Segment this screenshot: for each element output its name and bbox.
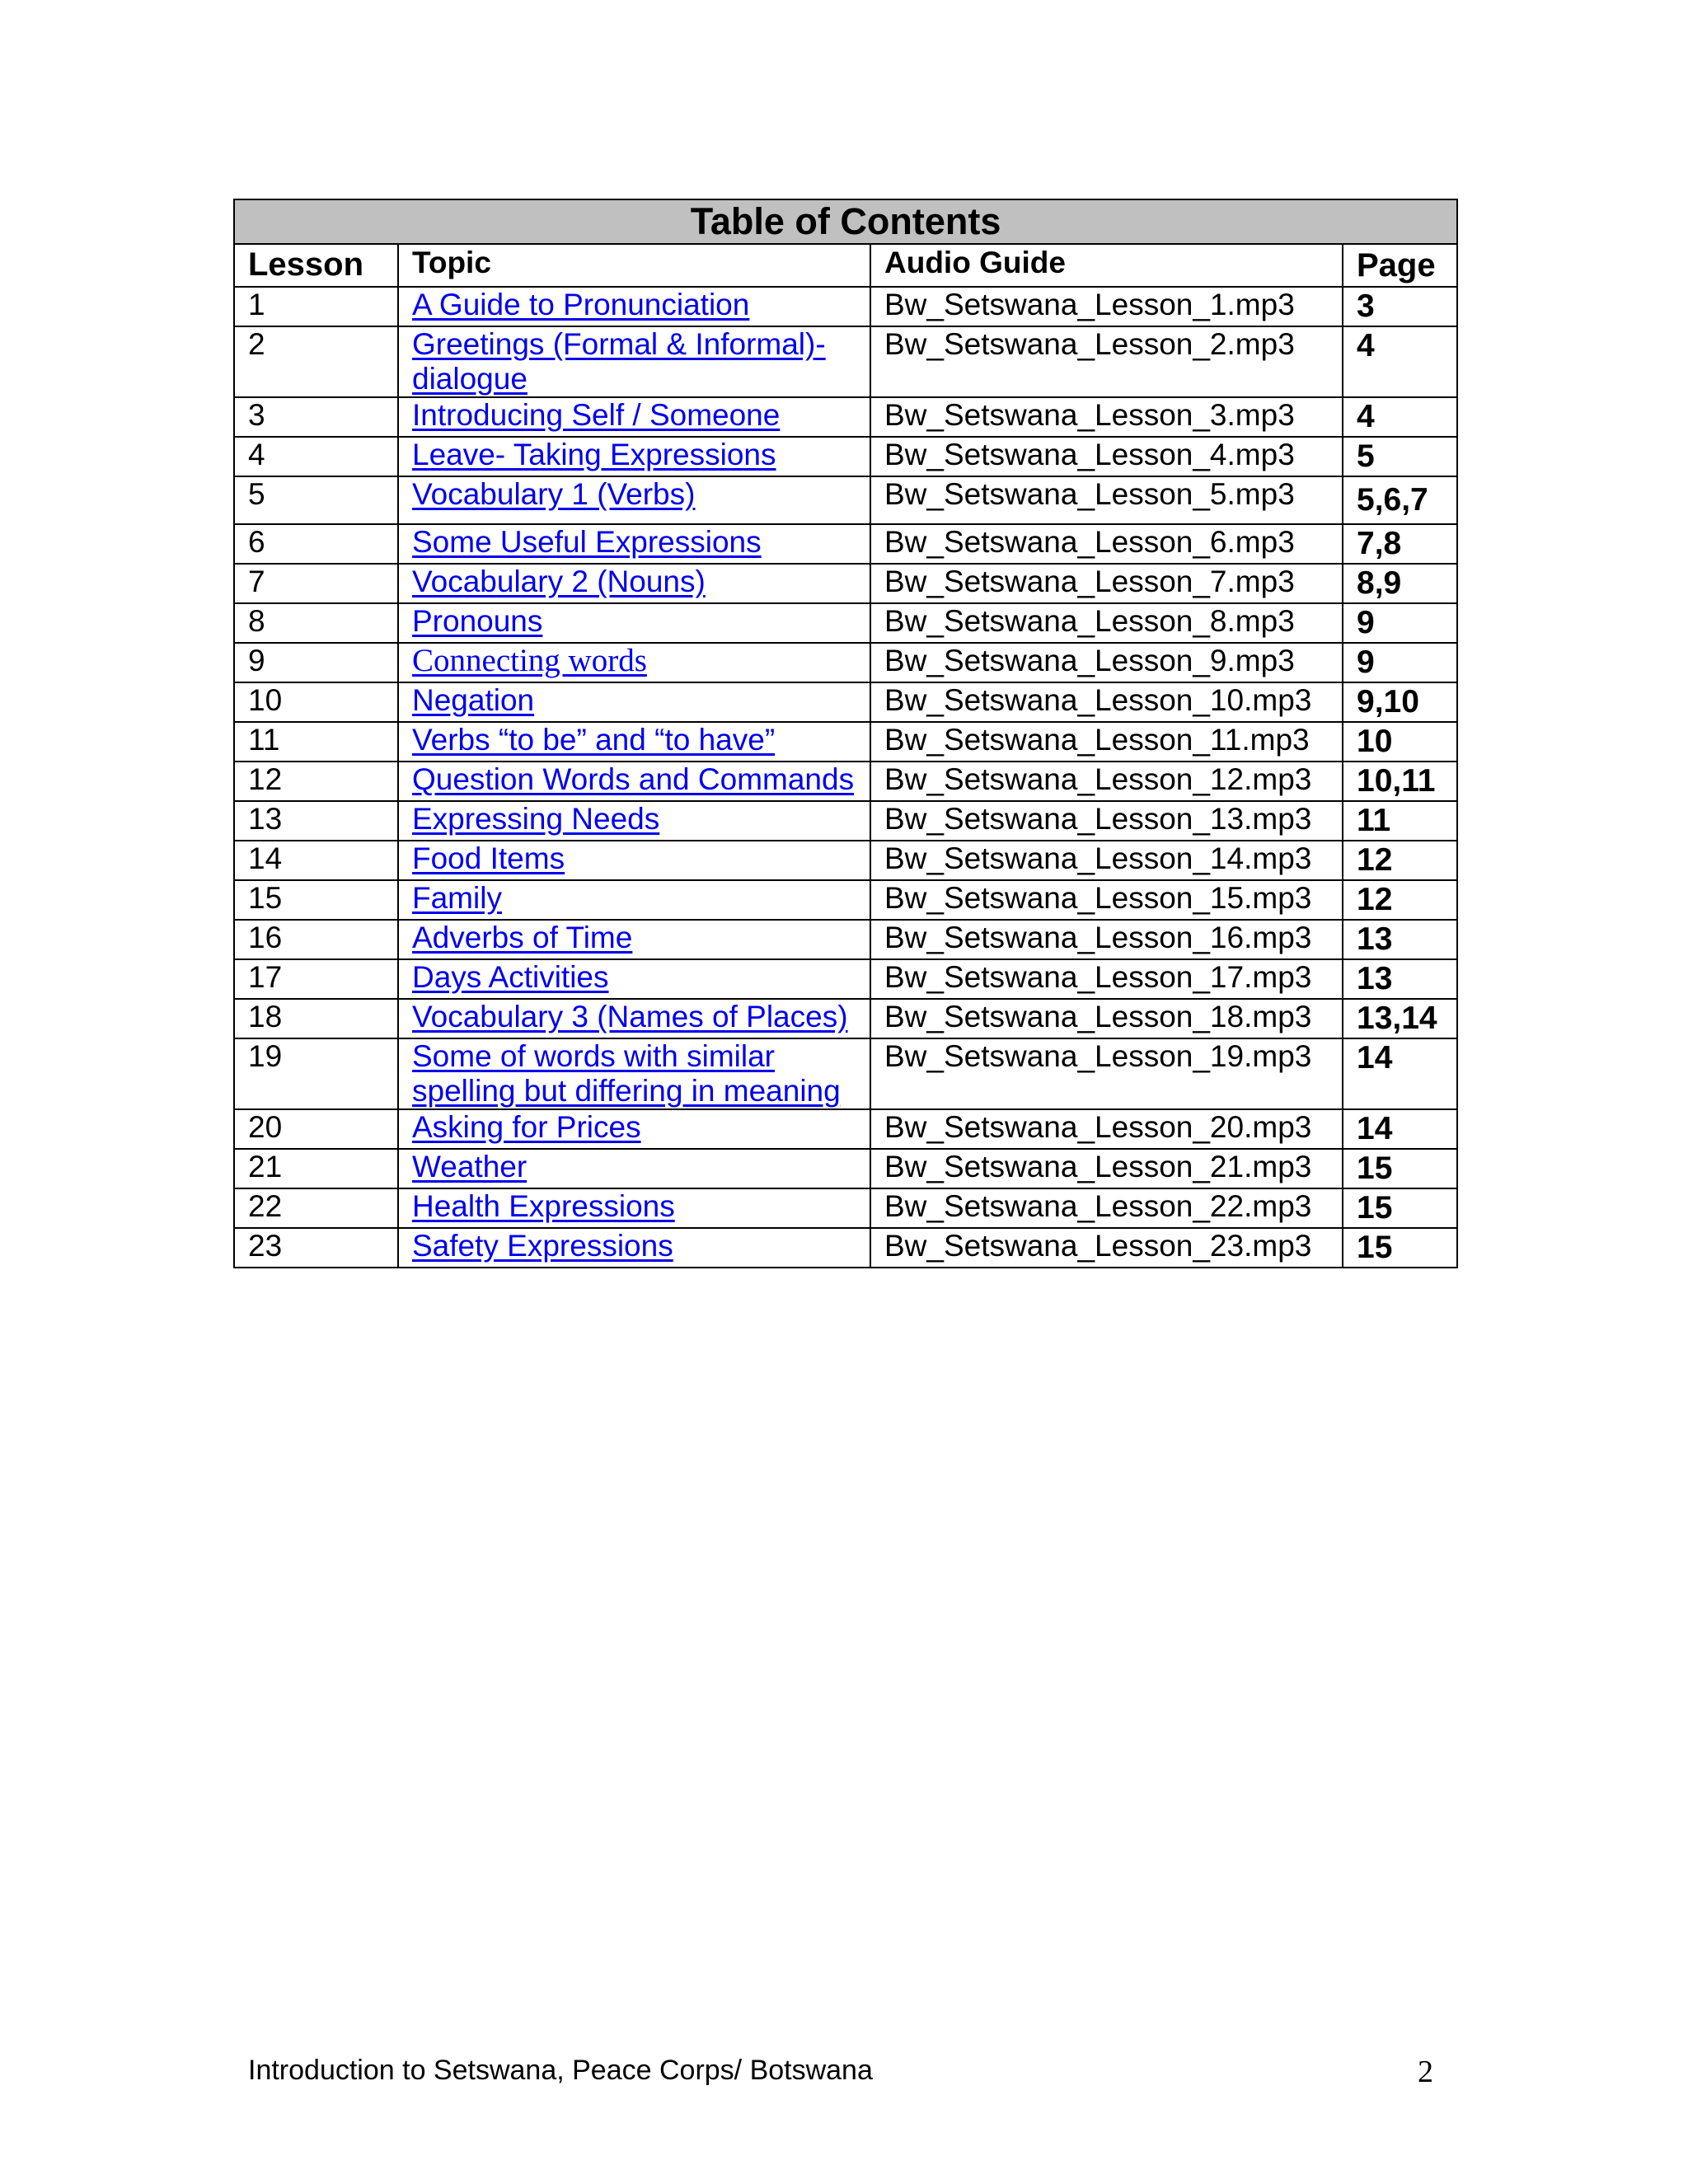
topic-link[interactable]: Introducing Self / Someone [412,398,781,432]
page-ref: 4 [1343,326,1457,397]
topic-link[interactable]: Pronouns [412,604,543,638]
topic-link[interactable]: Family [412,881,502,915]
audio-file: Bw_Setswana_Lesson_6.mp3 [870,524,1343,564]
audio-file: Bw_Setswana_Lesson_14.mp3 [870,841,1343,880]
audio-file: Bw_Setswana_Lesson_16.mp3 [870,920,1343,959]
topic-link[interactable]: Adverbs of Time [412,921,633,954]
table-row [234,920,1457,959]
table-row [234,762,1457,801]
audio-file: Bw_Setswana_Lesson_7.mp3 [870,564,1343,603]
topic-cell [398,397,870,437]
topic-link[interactable]: Weather [412,1150,528,1183]
topic-cell [398,682,870,722]
table-row [234,1228,1457,1268]
topic-cell [398,841,870,880]
page-ref: 3 [1343,287,1457,326]
topic-cell [398,920,870,959]
audio-file: Bw_Setswana_Lesson_1.mp3 [870,287,1343,326]
lesson-number: 7 [234,564,398,603]
topic-link[interactable]: Some of words with similar spelling but differing in meaning [412,1039,841,1108]
page-number: 2 [1418,2055,1433,2089]
table-row [234,959,1457,999]
audio-file: Bw_Setswana_Lesson_12.mp3 [870,762,1343,801]
lesson-number: 19 [234,1038,398,1109]
page-ref: 12 [1343,880,1457,920]
table-row [234,603,1457,643]
table-row [234,801,1457,841]
lesson-number: 17 [234,959,398,999]
page-ref: 11 [1343,801,1457,841]
topic-link[interactable]: Question Words and Commands [412,762,855,796]
page-ref: 4 [1343,397,1457,437]
table-row [234,476,1457,524]
page-ref: 15 [1343,1188,1457,1228]
audio-file: Bw_Setswana_Lesson_10.mp3 [870,682,1343,722]
topic-cell [398,801,870,841]
page-ref: 13 [1343,920,1457,959]
lesson-number: 22 [234,1188,398,1228]
topic-link[interactable]: Some Useful Expressions [412,525,762,559]
topic-cell [398,564,870,603]
audio-file: Bw_Setswana_Lesson_22.mp3 [870,1188,1343,1228]
topic-link[interactable]: Leave- Taking Expressions [412,438,776,471]
lesson-number: 16 [234,920,398,959]
table-row [234,841,1457,880]
topic-link[interactable]: Vocabulary 1 (Verbs) [412,477,696,511]
table-of-contents [233,199,1458,1268]
topic-link[interactable]: Connecting words [412,643,647,678]
table-row [234,437,1457,476]
table-row [234,880,1457,920]
lesson-number: 4 [234,437,398,476]
topic-cell [398,959,870,999]
topic-cell [398,437,870,476]
topic-cell [398,1109,870,1149]
header-page: Page [1343,244,1457,287]
footer-text: Introduction to Setswana, Peace Corps/ Botswana [248,2055,873,2086]
lesson-number: 10 [234,682,398,722]
lesson-number: 15 [234,880,398,920]
table-row [234,524,1457,564]
lesson-number: 2 [234,326,398,397]
lesson-number: 6 [234,524,398,564]
audio-file: Bw_Setswana_Lesson_23.mp3 [870,1228,1343,1268]
lesson-number: 14 [234,841,398,880]
lesson-number: 1 [234,287,398,326]
page-ref: 13 [1343,959,1457,999]
topic-cell [398,476,870,524]
topic-cell [398,1188,870,1228]
toc-title: Table of Contents [234,199,1457,244]
topic-link[interactable]: Days Activities [412,960,609,994]
topic-link[interactable]: Greetings (Formal & Informal)- dialogue [412,327,826,396]
audio-file: Bw_Setswana_Lesson_5.mp3 [870,476,1343,524]
page-ref: 10,11 [1343,762,1457,801]
lesson-number: 13 [234,801,398,841]
page-ref: 9 [1343,643,1457,682]
topic-cell [398,762,870,801]
audio-file: Bw_Setswana_Lesson_9.mp3 [870,643,1343,682]
table-row [234,1038,1457,1109]
audio-file: Bw_Setswana_Lesson_21.mp3 [870,1149,1343,1188]
header-audio-guide: Audio Guide [870,244,1343,287]
topic-cell [398,722,870,762]
table-row [234,1149,1457,1188]
audio-file: Bw_Setswana_Lesson_13.mp3 [870,801,1343,841]
table-row [234,397,1457,437]
topic-link[interactable]: Health Expressions [412,1189,675,1223]
lesson-number: 12 [234,762,398,801]
topic-cell [398,1038,870,1109]
topic-cell [398,880,870,920]
topic-cell [398,1228,870,1268]
page-ref: 13,14 [1343,999,1457,1038]
page-ref: 9 [1343,603,1457,643]
topic-cell [398,643,870,682]
topic-link[interactable]: Food Items [412,841,565,875]
topic-cell [398,326,870,397]
table-row [234,326,1457,397]
topic-link[interactable]: Vocabulary 3 (Names of Places) [412,1000,848,1033]
table-row [234,1109,1457,1149]
audio-file: Bw_Setswana_Lesson_8.mp3 [870,603,1343,643]
audio-file: Bw_Setswana_Lesson_11.mp3 [870,722,1343,762]
topic-link[interactable]: A Guide to Pronunciation [412,288,750,321]
topic-link[interactable]: Asking for Prices [412,1110,641,1144]
audio-file: Bw_Setswana_Lesson_17.mp3 [870,959,1343,999]
audio-file: Bw_Setswana_Lesson_2.mp3 [870,326,1343,397]
audio-file: Bw_Setswana_Lesson_19.mp3 [870,1038,1343,1109]
table-row [234,999,1457,1038]
lesson-number: 9 [234,643,398,682]
page-ref: 7,8 [1343,524,1457,564]
page-ref: 14 [1343,1109,1457,1149]
table-row [234,643,1457,682]
page-ref: 9,10 [1343,682,1457,722]
lesson-number: 8 [234,603,398,643]
table-row [234,564,1457,603]
page-ref: 5,6,7 [1343,476,1457,524]
topic-link[interactable]: Verbs “to be” and “to have” [412,723,776,757]
lesson-number: 18 [234,999,398,1038]
audio-file: Bw_Setswana_Lesson_3.mp3 [870,397,1343,437]
table-row [234,1188,1457,1228]
page-ref: 8,9 [1343,564,1457,603]
page-ref: 15 [1343,1228,1457,1268]
lesson-number: 11 [234,722,398,762]
page-ref: 10 [1343,722,1457,762]
header-lesson: Lesson [234,244,398,287]
audio-file: Bw_Setswana_Lesson_20.mp3 [870,1109,1343,1149]
lesson-number: 20 [234,1109,398,1149]
topic-cell [398,603,870,643]
topic-link[interactable]: Safety Expressions [412,1229,673,1263]
page-ref: 12 [1343,841,1457,880]
topic-link[interactable]: Negation [412,683,535,717]
topic-cell [398,287,870,326]
header-topic: Topic [398,244,870,287]
page-ref: 15 [1343,1149,1457,1188]
page-ref: 14 [1343,1038,1457,1109]
table-row [234,682,1457,722]
page-ref: 5 [1343,437,1457,476]
topic-link[interactable]: Vocabulary 2 (Nouns) [412,565,706,598]
table-row [234,287,1457,326]
topic-cell [398,524,870,564]
lesson-number: 21 [234,1149,398,1188]
lesson-number: 5 [234,476,398,524]
audio-file: Bw_Setswana_Lesson_15.mp3 [870,880,1343,920]
lesson-number: 23 [234,1228,398,1268]
topic-cell [398,999,870,1038]
topic-link[interactable]: Expressing Needs [412,802,660,836]
topic-cell [398,1149,870,1188]
table-row [234,722,1457,762]
audio-file: Bw_Setswana_Lesson_18.mp3 [870,999,1343,1038]
lesson-number: 3 [234,397,398,437]
audio-file: Bw_Setswana_Lesson_4.mp3 [870,437,1343,476]
